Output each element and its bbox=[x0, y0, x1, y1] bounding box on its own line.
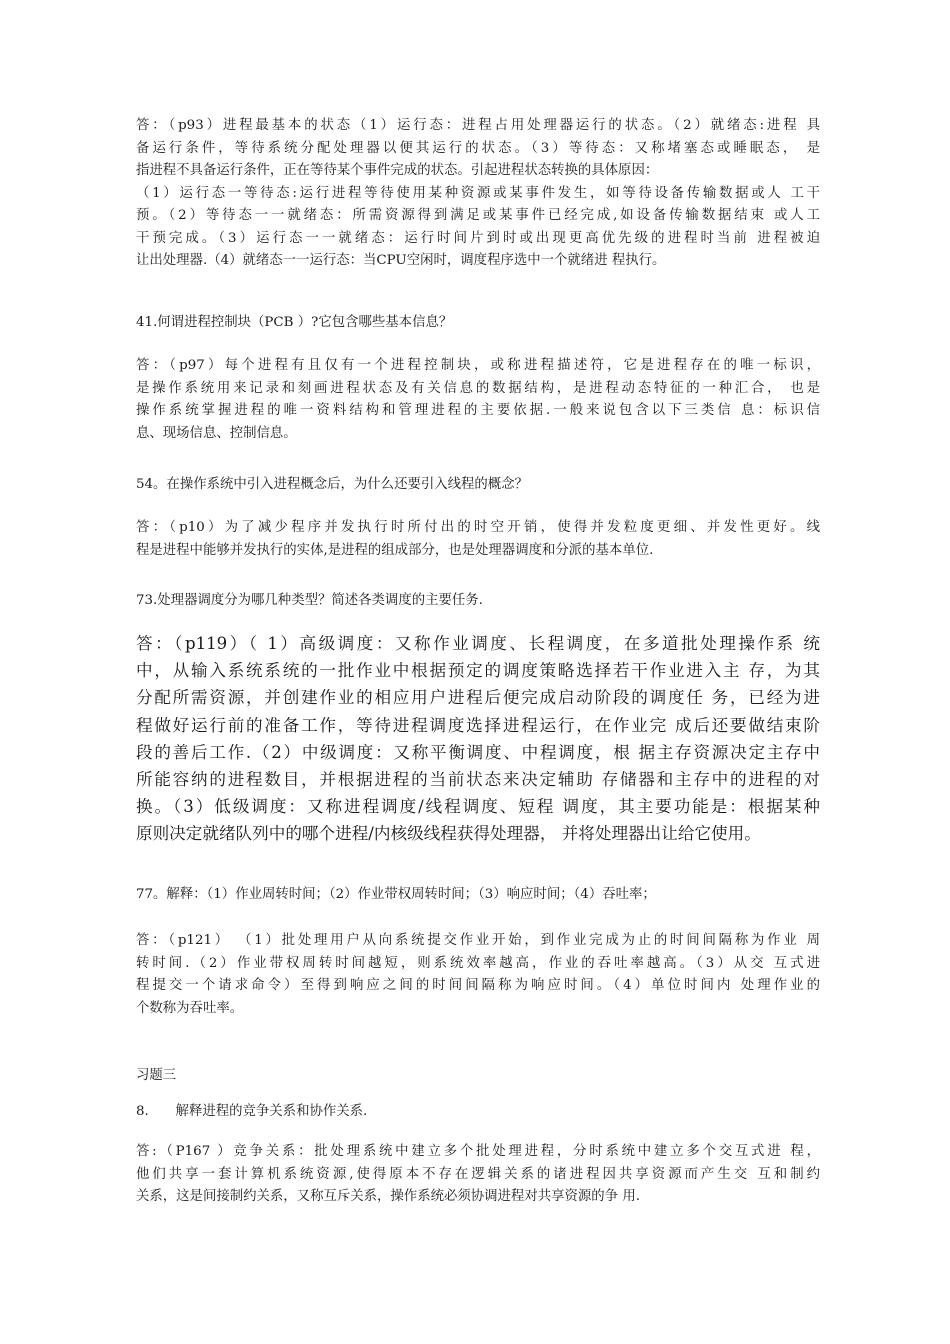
text-line: 操作系统掌握进程的唯一资料结构和管理进程的主要依据.一般来说包含以下三类信 息：标识信 bbox=[136, 403, 820, 418]
text-line: 答：（p97）每个进程有且仅有一个进程控制块，或称进程描述符，它是进程存在的唯一标识， bbox=[136, 358, 820, 373]
text-line: 答：（p119）（ 1）高级调度：又称作业调度、长程调度，在多道批处理操作系 统 bbox=[136, 634, 820, 653]
text-line: 41.何谓进程控制块（PCB ）?它包含哪些基本信息？ bbox=[136, 315, 453, 330]
text-line: 答：（p121） （1）批处理用户从向系统提交作业开始，到作业完成为止的时间间隔称为作业 周 bbox=[136, 933, 820, 948]
text-line: 干预完成。（3）运行态一一就绪态：运行时间片到时或出现更高优先级的进程时当前 进程被迫 bbox=[136, 230, 820, 246]
text-line: 54。在操作系统中引入进程概念后，为什么还要引入线程的概念？ bbox=[136, 477, 528, 492]
question-41-heading bbox=[136, 312, 820, 335]
text-line: 转时间.（2）作业带权周转时间越短，则系统效率越高，作业的吞吐率越高。（3）从交 互式进 bbox=[136, 955, 820, 971]
answer-40-paragraph bbox=[136, 115, 820, 273]
text-line: （1）运行态一等待态:运行进程等待使用某种资源或某事件发生，如等待设备传输数据或人 工干 bbox=[136, 185, 820, 201]
text-line: 77。解释：（1）作业周转时间；（2）作业带权周转时间；（3）响应时间；（4）吞吐率； bbox=[136, 887, 656, 902]
question-8-heading bbox=[136, 1101, 820, 1124]
text-line: 中，从输入系统系统的一批作业中根据预定的调度策略选择若干作业进入主 存，为其 bbox=[136, 661, 820, 681]
text-line: 是操作系统用来记录和刻画进程状态及有关信息的数据结构，是进程动态特征的一种汇合， 也是 bbox=[136, 380, 820, 396]
text-line: 个数称为吞吐率。 bbox=[136, 1000, 244, 1016]
text-line: 程是进程中能够并发执行的实体,是进程的组成部分，也是处理器调度和分派的基本单位. bbox=[136, 542, 654, 558]
text-line: 备运行条件，等待系统分配处理器以便其运行的状态。（3）等待态：又称堵塞态或睡眠态， 是 bbox=[136, 140, 820, 156]
text-line: 程提交一个请求命令）至得到响应之间的时间间隔称为响应时间。（4）单位时间内 处理作业的 bbox=[136, 978, 820, 993]
text-line: 答：（p10）为了减少程序并发执行时所付出的时空开销，使得并发粒度更细、并发性更好。线 bbox=[136, 520, 820, 535]
answer-73-paragraph bbox=[136, 630, 820, 848]
answer-41-paragraph bbox=[136, 355, 820, 445]
text-line: 换。（3）低级调度：又称进程调度/线程调度、短程 调度，其主要功能是：根据某种 bbox=[136, 797, 820, 817]
text-line: 所能容纳的进程数目，并根据进程的当前状态来决定辅助 存储器和主存中的进程的对 bbox=[136, 769, 820, 789]
text-line: 关系，这是间接制约关系，又称互斥关系，操作系统必须协调进程对共享资源的争 用. bbox=[136, 1189, 640, 1204]
text-line: 习题三 bbox=[136, 1068, 177, 1083]
text-line: 73.处理器调度分为哪几种类型？简述各类调度的主要任务. bbox=[136, 593, 483, 608]
answer-54-paragraph bbox=[136, 517, 820, 562]
answer-8-paragraph bbox=[136, 1141, 820, 1209]
text-line: 答:（P167 ）竞争关系：批处理系统中建立多个批处理进程，分时系统中建立多个交互式进 程， bbox=[136, 1144, 820, 1159]
answer-77-paragraph bbox=[136, 930, 820, 1020]
text-line: 程做好运行前的准备工作，等待进程调度选择进程运行，在作业完 成后还要做结束阶 bbox=[136, 715, 820, 735]
text-line: 段的善后工作.（2）中级调度：又称平衡调度、中程调度，根 据主存资源决定主存中 bbox=[136, 742, 820, 762]
text-line: 原则决定就绪队列中的哪个进程/内核级线程获得处理器， 并将处理器出让给它使用。 bbox=[136, 824, 761, 844]
text-line: 答：（p93）进程最基本的状态（1）运行态：进程占用处理器运行的状态。（2）就绪态:进程 具 bbox=[136, 118, 820, 133]
text-line: 指进程不具备运行条件，正在等待某个事件完成的状态。引起进程状态转换的具体原因： bbox=[136, 163, 659, 178]
text-line: 他们共享一套计算机系统资源,使得原本不存在逻辑关系的诸进程因共享资源而产生交 互和制约 bbox=[136, 1166, 820, 1182]
text-line: 息、现场信息、控制信息。 bbox=[136, 425, 297, 441]
question-77-heading bbox=[136, 884, 820, 907]
question-54-heading bbox=[136, 474, 820, 497]
exercise-three-heading bbox=[136, 1065, 820, 1088]
question-73-heading bbox=[136, 590, 820, 613]
text-line: 8. 解释进程的竞争关系和协作关系. bbox=[136, 1104, 368, 1119]
text-line: 预。（2）等待态一一就绪态：所需资源得到满足或某事件已经完成,如设备传输数据结束 或人工 bbox=[136, 208, 820, 223]
text-line: 让出处理器.（4）就绪态一一运行态：当CPU空闲时，调度程序选中一个就绪进 程执行。 bbox=[136, 253, 666, 268]
text-line: 分配所需资源，并创建作业的相应用户进程后便完成启动阶段的调度任 务，已经为进 bbox=[136, 688, 820, 708]
